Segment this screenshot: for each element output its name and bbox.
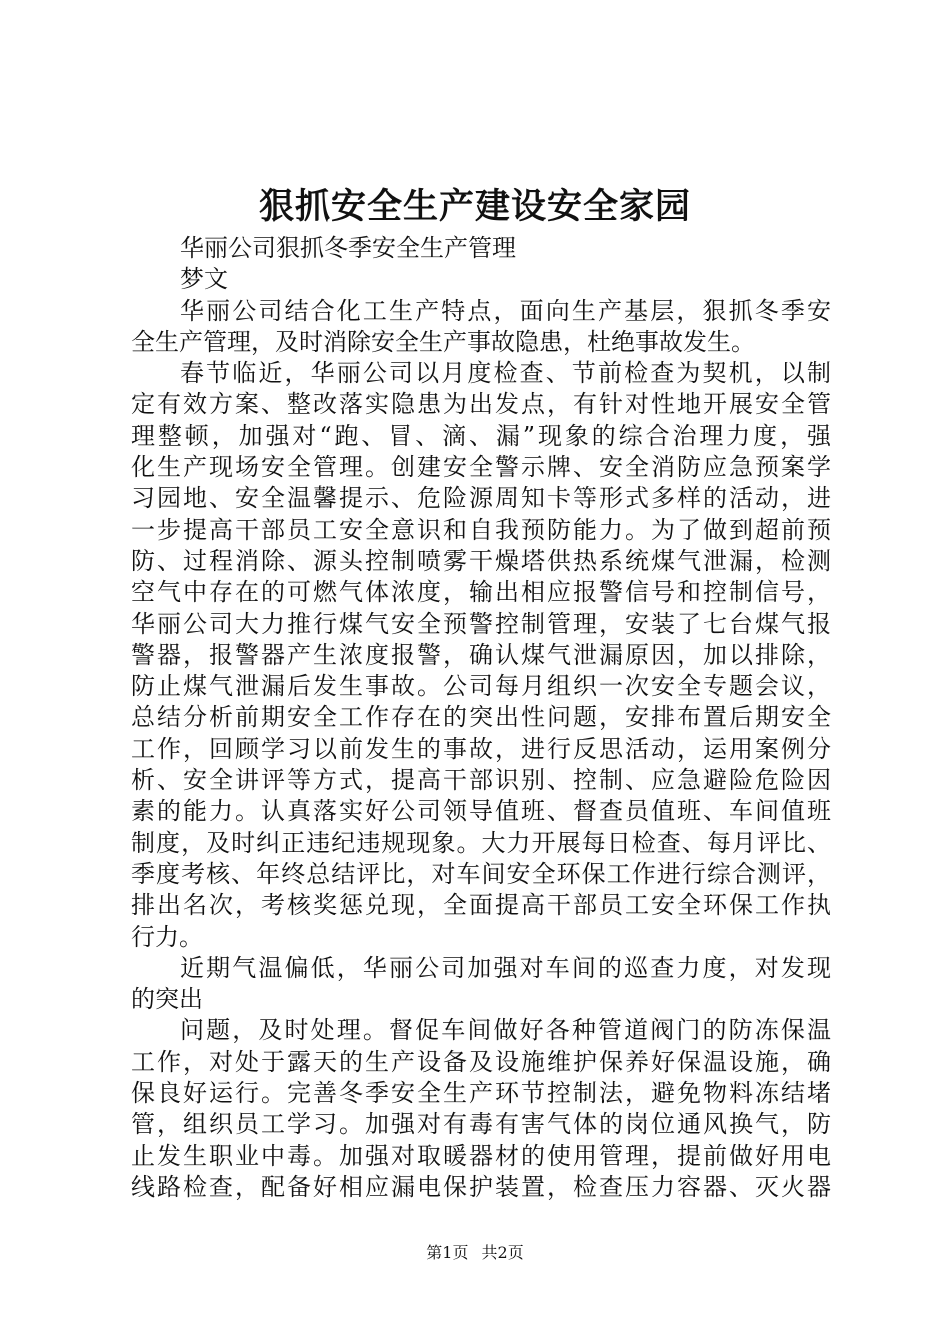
- text-line: 华丽公司狠抓冬季安全生产管理: [180, 234, 516, 262]
- page-total: 共2页: [481, 1243, 524, 1262]
- text-line: 问题，及时处理。督促车间做好各种管道阀门的防冻保温: [180, 1016, 831, 1045]
- text-line: 季度考核、年终总结评比，对车间安全环保工作进行综合测评，: [131, 859, 831, 888]
- text-line: 线路检查，配备好相应漏电保护装置，检查压力容器、灭火器: [131, 1172, 831, 1201]
- text-line: 工作，对处于露天的生产设备及设施维护保养好保温设施，确: [131, 1047, 831, 1076]
- text-line: 华丽公司结合化工生产特点，面向生产基层，狠抓冬季安: [180, 296, 831, 325]
- text-line: 的突出: [131, 985, 203, 1014]
- text-line: 近期气温偏低，华丽公司加强对车间的巡查力度，对发现: [180, 953, 831, 982]
- text-line: 空气中存在的可燃气体浓度，输出相应报警信号和控制信号，: [131, 578, 831, 607]
- text-line: 排出名次，考核奖惩兑现，全面提高干部员工安全环保工作执: [131, 891, 831, 920]
- page-footer: [0, 1241, 950, 1265]
- text-line: 保良好运行。完善冬季安全生产环节控制法，避免物料冻结堵: [131, 1079, 831, 1108]
- text-line: 止发生职业中毒。加强对取暖器材的使用管理，提前做好用电: [131, 1141, 831, 1170]
- text-line: 习园地、安全温馨提示、危险源周知卡等形式多样的活动，进: [131, 484, 831, 513]
- text-line: 理整顿，加强对“跑、冒、滴、漏”现象的综合治理力度，强: [131, 421, 831, 450]
- text-line: 华丽公司大力推行煤气安全预警控制管理，安装了七台煤气报: [131, 609, 831, 638]
- text-line: 素的能力。认真落实好公司领导值班、督查员值班、车间值班: [131, 797, 831, 826]
- text-line: 春节临近，华丽公司以月度检查、节前检查为契机，以制: [180, 359, 831, 388]
- text-line: 总结分析前期安全工作存在的突出性问题，安排布置后期安全: [131, 703, 831, 732]
- text-line: 防止煤气泄漏后发生事故。公司每月组织一次安全专题会议，: [131, 672, 831, 701]
- text-line: 制度，及时纠正违纪违规现象。大力开展每日检查、每月评比、: [131, 828, 831, 857]
- text-line: 全生产管理，及时消除安全生产事故隐患，杜绝事故发生。: [131, 327, 755, 356]
- page-number: 第1页: [426, 1243, 469, 1262]
- text-line: 行力。: [131, 922, 203, 951]
- document-body: [131, 233, 831, 1203]
- text-line: 警器，报警器产生浓度报警，确认煤气泄漏原因，加以排除，: [131, 640, 831, 669]
- text-line: 防、过程消除、源头控制喷雾干燥塔供热系统煤气泄漏，检测: [131, 546, 831, 575]
- text-line: 梦文: [180, 265, 228, 294]
- text-line: 工作，回顾学习以前发生的事故，进行反思活动，运用案例分: [131, 734, 831, 763]
- text-line: 管，组织员工学习。加强对有毒有害气体的岗位通风换气，防: [131, 1110, 831, 1139]
- text-line: 一步提高干部员工安全意识和自我预防能力。为了做到超前预: [131, 515, 831, 544]
- text-line: 析、安全讲评等方式，提高干部识别、控制、应急避险危险因: [131, 766, 831, 795]
- text-line: 定有效方案、整改落实隐患为出发点，有针对性地开展安全管: [131, 390, 831, 419]
- document-title: 狠抓安全生产建设安全家园: [258, 186, 691, 227]
- text-line: 化生产现场安全管理。创建安全警示牌、安全消防应急预案学: [131, 453, 831, 482]
